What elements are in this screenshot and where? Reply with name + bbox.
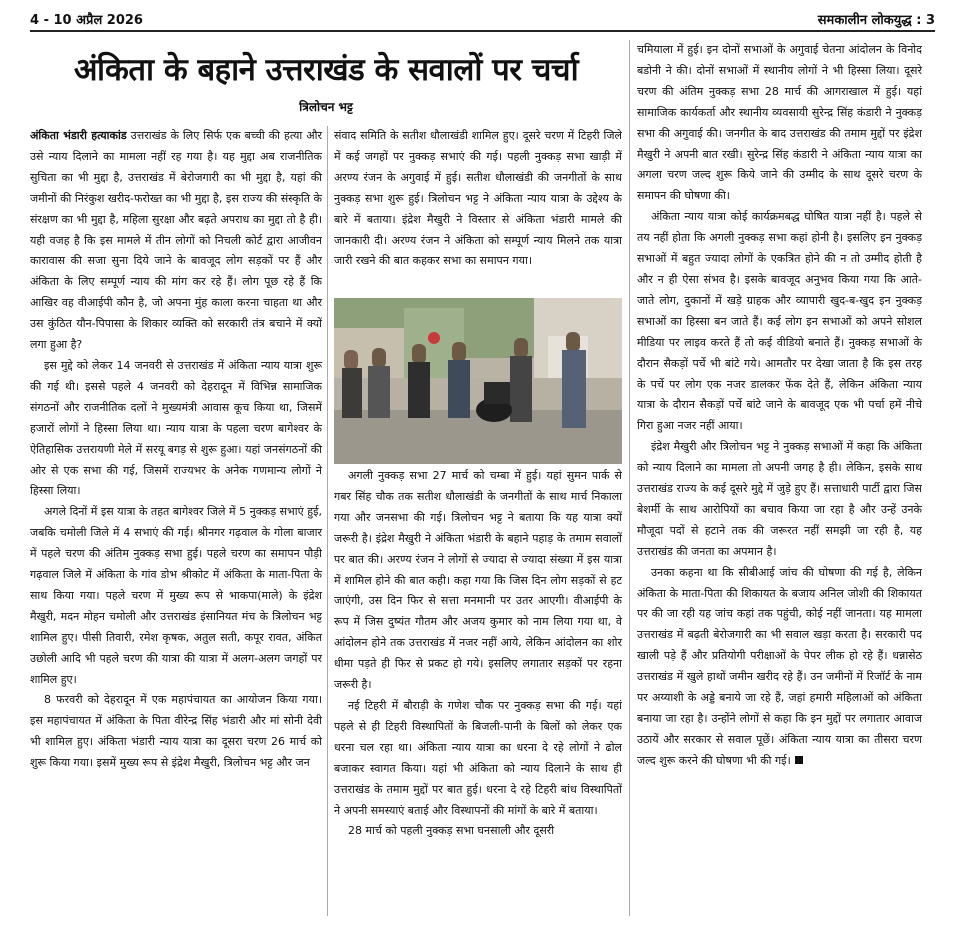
paragraph: अगले दिनों में इस यात्रा के तहत बागेश्वर जिले में 5 नुक्कड़ सभाएं हुई, जबकि चमोली जिले में 4 सभाएं की गई। श्रीनगर गढ़वाल के गोला बाजार में पहले चरण की अंतिम नुक्कड़ सभा हुई। पहले चरण का समापन पौड़ी गढ़वाल जिले में अंकिता के गांव डोभ श्रीकोट में अंकिता के माता-पिता के साथ किया गया। पहले चरण में मुख्य रूप से भाकपा(माले) के इंद्रेश मैखुरी, मदन मोहन चमोली और उत्तराखंड इंसानियत मंच के त्रिलोचन भट्ट शामिल हुए। पीसी तिवारी, रमेश कृषक, अतुल सती, कपूर रावत, अंकित उछोली आदि भी पहले चरण की यात्रा की यात्रा में अलग-अलग जगहों पर शामिल हुए। [30,505,322,686]
paragraph: इस मुद्दे को लेकर 14 जनवरी से उत्तराखंड में अंकिता न्याय यात्रा शुरू की गई थी। इससे पहले 4 जनवरी को देहरादून में विभिन्न सामाजिक संगठनों और राजनीतिक दलों ने मुख्यमंत्री आवास कूच किया था, जिसमें हजारों लोगों ने हिस्सा लिया था। न्याय यात्रा के पहला चरण बागेश्वर के ऐतिहासिक उत्तरायणी मेले में सरयू बगड़ से शुरू हुआ। यहां जनसंगठनों की ओर से एक सभा की गई, जिसमें राज्यभर के अनेक गणमान्य लोगों ने हिस्सा लिया। [30,358,322,498]
column-2-lower [334,466,622,842]
end-of-article-mark [795,756,803,764]
page-header [30,8,935,32]
paragraph: उनका कहना था कि सीबीआई जांच की घोषणा की गई है, लेकिन अंकिता के माता-पिता की शिकायत के बजाय अनिल जोशी की शिकायत पर की जा रही यह जांच कहां तक पहुंची, कोई नहीं जानता। यह मामला उत्तराखंड में बढ़ती बेरोजगारी का भी सवाल खड़ा करता है। सरकारी पद खाली पड़े हैं और प्रतियोगी परीक्षाओं के पेपर लीक हो रहे हैं। धन्नासेठ उत्तराखंड में खुले हाथों जमीन खरीद रहे हैं। उन जमीनों में रिजॉर्ट के नाम पर अय्याशी के अड्डे बनाये जा रहे हैं, जहां हमारी महिलाओं को अंकिता बनाया जा रहा है। उन्होंने लोगों से कहा कि इन मुद्दों पर लगातार आवाज उठायें और सरकार से सवाल पूछें। अंकिता न्याय यात्रा का तीसरा चरण जल्द शुरू करने की घोषणा भी की गई। [637,565,922,767]
headline: अंकिता के बहाने उत्तराखंड के सवालों पर चर्चा [73,52,579,88]
byline: त्रिलोचन भट्ट [299,100,353,114]
newspaper-name-page: समकालीन लोकयुद्ध : 3 [817,13,935,28]
paragraph: 8 फरवरी को देहरादून में एक महापंचायत का आयोजन किया गया। इस महापंचायत में अंकिता के पिता वीरेन्द्र सिंह भंडारी और मां सोनी देवी भी शामिल हुए। अंकिता भंडारी न्याय यात्रा का दूसरा चरण 26 मार्च को शुरू किया गया। इसमें मुख्य रूप से इंद्रेश मैखुरी, त्रिलोचन भट्ट और जन [30,693,322,770]
street-rally-photo [334,298,622,464]
paragraph: 28 मार्च को पहली नुक्कड़ सभा घनसाली और दूसरी [348,824,555,838]
column-divider [629,40,630,916]
paragraph: उत्तराखंड के लिए सिर्फ एक बच्ची की हत्या और उसे न्याय दिलाने का मामला नहीं रह गया है। यह मुद्दा अब राजनीतिक सुचिता का भी मुद्दा है, उत्तराखंड में बेरोजगारी का भी मुद्दा है, यहां की जमीनों की निरंकुश खरीद-फरोख्त का भी मुद्दा है, इस राज्य की संस्कृति के संरक्षण का भी मुद्दा है, महिला सुरक्षा और बढ़ते अपराध का मुद्दा तो है ही। यही वजह है कि इस मामले में तीन लोगों को निचली कोर्ट द्वारा आजीवन कारावास की सजा सुना दिये जाने के बावजूद लोग सड़कों पर हैं और अंकिता के लिए सम्पूर्ण न्याय की मांग कर रहे हैं। लोग पूछ रहे हैं कि आखिर वह वीआईपी कौन है, जो अपना मुंह काला करना चाहता था और उस कुंठित यौन-पिपासा के शिकार व्यक्ति को सरकारी तंत्र बचाने में क्यों लगा हुआ है? [30,129,322,352]
article-photo [334,298,622,464]
paragraph: अंकिता न्याय यात्रा कोई कार्यक्रमबद्ध घोषित यात्रा नहीं है। पहले से तय नहीं होता कि अगली नुक्कड़ सभा कहां होनी है। इसलिए इन नुक्कड़ सभाओं में बहुत ज्यादा लोगों के एकत्रित होने की न तो उम्मीद होती है और न ही ऐसा संभव है। इसके बावजूद अनुभव किया गया कि आते-जाते लोग, दुकानों में खड़े ग्राहक और व्यापारी खुद-ब-खुद इन नुक्कड़ सभाओं का हिस्सा बन जाते हैं। कई लोग इन सभाओं को अपने सोशल मीडिया पर लाइव करते हैं तो कई वीडियो बनाते हैं। नुक्कड़ सभाओं के दौरान सैकड़ों पर्चे भी बांटे गये। आमतौर पर देखा जाता है कि इस तरह के पर्चे पर लोग एक नजर डालकर फेंक देते हैं, लेकिन अंकिता न्याय यात्रा के दौरान सैकड़ों पर्चे बांटे जाने के बावजूद एक भी पर्चा हमें नीचे गिरा हुआ नजर नहीं आया। [637,210,922,433]
paragraph: अगली नुक्कड़ सभा 27 मार्च को चम्बा में हुई। यहां सुमन पार्क से गबर सिंह चौक तक सतीश धौलाखंडी के जनगीतों के साथ मार्च निकाला गया और जनसभा की गई। त्रिलोचन भट्ट ने बताया कि यह यात्रा क्यों जरूरी है। इंद्रेश मैखुरी ने अंकिता भंडारी के बहाने पहाड़ के तमाम सवालों पर बात की। अरण्य रंजन ने लोगों से ज्यादा से ज्यादा संख्या में इस यात्रा में शामिल होने की बात कही। कहा गया कि जिस दिन लोग सड़कों से हट जाएंगी, उस दिन फिर से सत्ता मनमानी पर उतर आएगी। वीआईपी के रूप में जिस दुष्यंत गौतम और अजय कुमार को नाम लिया गया था, वे आंदोलन होने तक उत्तराखंड में नजर नहीं आये, लेकिन आंदोलन का शोर धीमा पड़ते ही फिर से प्रकट हो गये। इसलिए लगातार सड़कों पर रहना जरूरी है। [334,469,622,692]
paragraph: नई टिहरी में बौराड़ी के गणेश चौक पर नुक्कड़ सभा की गई। यहां पहले से ही टिहरी विस्थापितों के बिजली-पानी के बिलों को लेकर एक धरना चल रहा था। अंकिता न्याय यात्रा का धरना दे रहे लोगों ने ढोल बजाकर स्वागत किया। यहां भी अंकिता को न्याय दिलाने के साथ ही उत्तराखंड के तमाम मुद्दों पर बात हुई। धरना दे रहे टिहरी बांध विस्थापितों ने अपनी समस्याएं बताई और विस्थापनों की मांगों के बारे में बताया। [334,698,622,817]
paragraph: चमियाला में हुई। इन दोनों सभाओं के अगुवाई चेतना आंदोलन के विनोद बडोनी ने की। दोनों सभाओं में स्थानीय लोगों ने भी हिस्सा लिया। दूसरे चरण की अंतिम नुक्कड़ सभा 28 मार्च की आगराखाल में हुई। यहां सामाजिक कार्यकर्ता और स्थानीय व्यवसायी सुरेन्द्र सिंह कंडारी ने नुक्कड़ सभा की अगुवाई की। जनगीत के बाद उत्तराखंड की तमाम मुद्दों पर इंद्रेश मैखुरी ने अपनी बात रखी। सुरेन्द्र सिंह कंडारी ने अंकिता न्याय यात्रा का अगला चरण जल्द शुरू किये जाने की उम्मीद के साथ दूसरे चरण के समापन की घोषणा की। [637,43,922,203]
column-2 [334,126,622,294]
column-divider [327,126,328,916]
issue-date: 4 - 10 अप्रैल 2026 [30,13,143,28]
paragraph: इंद्रेश मैखुरी और त्रिलोचन भट्ट ने नुक्कड़ सभाओं में कहा कि अंकिता को न्याय दिलाने का मामला तो अपनी जगह है ही। लेकिन, इसके साथ उत्तराखंड राज्य के कई दूसरे मुद्दे में जुड़े हुए हैं। सत्ताधारी पार्टी द्वारा जिस बेशर्मी के साथ आरोपियों का बचाव किया जा रहा है और उन्हें उनके मौजूदा पदों से हटाने तक की जरूरत नहीं समझी जा रही है, यह उत्तराखंड की जनता का अपमान है। [637,440,922,558]
column-1 [30,126,322,774]
paragraph: संवाद समिति के सतीश धौलाखंडी शामिल हुए। दूसरे चरण में टिहरी जिले में कई जगहों पर नुक्कड़ सभाएं की गई। पहली नुक्कड़ सभा खाड़ी में अरण्य रंजन के अगुवाई में हुई। सतीश धौलाखंडी की जनगीतों के साथ नुक्कड़ सभा शुरू हुई। त्रिलोचन भट्ट ने अंकिता न्याय यात्रा के उद्देश्य के बारे में बताया। इंद्रेश मैखुरी ने विस्तार से अंकिता भंडारी मामले की जानकारी दी। अरण्य रंजन ने अंकिता को सम्पूर्ण न्याय मिलने तक यात्रा जारी रखने की बात कहकर सभा का समापन गया। [334,129,622,268]
column-3 [637,40,922,772]
lead-phrase: अंकिता भंडारी हत्याकांड [30,129,127,142]
